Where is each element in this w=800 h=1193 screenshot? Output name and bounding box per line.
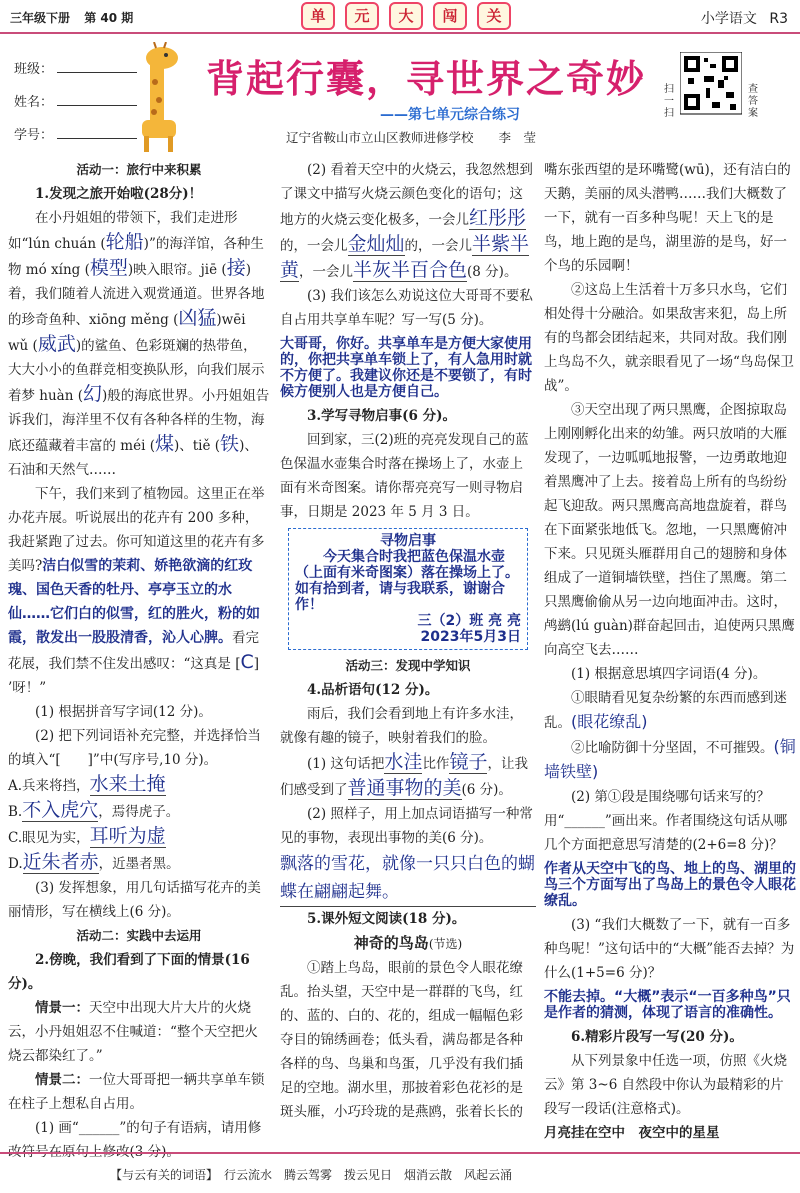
answer: 凶猛 bbox=[178, 307, 217, 329]
answer-persuade: 大哥哥，你好。共享单车是方便大家使用的，你把共享单车锁上了，有人急用时就不方便了。我建议你还是不要锁了，有时候方便别人也是方便自己。 bbox=[280, 336, 532, 400]
answer: 模型 bbox=[89, 257, 128, 279]
sub-question: (2) 第①段是围绕哪句话来写的？用“______”画出来。作者围绕这句话从哪几个方面把意思写清楚的(2+6=8 分)？ bbox=[544, 789, 788, 853]
answer: 铁 bbox=[220, 433, 240, 455]
sub-question: (2) 把下列词语补充完整，并选择恰当的填入“[ ]”中(写序号,10 分)。 bbox=[8, 728, 261, 768]
unit-banner bbox=[296, 2, 516, 34]
question-4: 4.品析语句(12 分)。 bbox=[307, 682, 439, 698]
question-1: 1.发现之旅开始啦(28分)！ bbox=[35, 186, 203, 202]
lost-notice-box bbox=[288, 528, 528, 650]
class-label: 班级： bbox=[14, 62, 54, 77]
passage-garden: 下午，我们来到了植物园。这里正在举办花卉展。听说展出的花卉有 200 多种，我赶紧跑了过去。你可知道这里的花卉有多美吗?洁白似雪的茉莉、娇艳欲滴的红玫瑰、国色天香的牡丹、亭亭玉立的水仙……它们白的似雪，红的胜火，粉的如霞，散发出一股股清香，沁人心脾。看完花展，我们禁不住发出感叹：“这真是 [C] ’呀！” bbox=[8, 486, 265, 696]
grade-label: 三年级下册 bbox=[10, 11, 71, 25]
qr-left-label: 扫一扫 bbox=[664, 84, 674, 119]
answer: 轮船 bbox=[105, 231, 144, 253]
question-2: 2.傍晚，我们看到了下面的情景(16 分)。 bbox=[8, 952, 250, 992]
writing-prompt: 从下列景象中任选一项，仿照《火烧云》第 3~6 自然段中你认为最精彩的片段写一段话(注意格式)。 bbox=[544, 1053, 787, 1117]
notice-date: 2023年5月3日 bbox=[420, 629, 521, 645]
page-title: 背起行囊，寻世界之奇妙 bbox=[205, 57, 646, 101]
answer-flowers: 洁白似雪的茉莉、娇艳欲滴的红玫瑰、国色天香的牡丹、亭亭玉立的水仙……它们白的似雪，红的胜火，粉的如霞，散发出一股股清香，沁人心脾。 bbox=[8, 558, 260, 646]
answer: C bbox=[240, 651, 254, 673]
word-clue-1: ①眼睛看见复杂纷繁的东西而感到迷乱。(眼花缭乱) bbox=[544, 690, 787, 731]
notice-prompt: 回到家，三(2)班的亮亮发现自己的蓝色保温水壶集合时落在操场上了，水壶上面有米奇图案。请你帮亮亮写一则寻物启事，日期是 2023 年 5 月 3 日。 bbox=[280, 432, 529, 520]
page-number: R3 bbox=[769, 11, 788, 27]
metaphor-question: (1) 这句话把水洼比作镜子，让我们感受到了普通事物的美(6 分)。 bbox=[280, 751, 528, 799]
activity-3-heading: 活动三：发现中学知识 bbox=[345, 658, 471, 673]
issue-info bbox=[10, 9, 133, 26]
column-2 bbox=[280, 158, 536, 1124]
idiom-d: D.近朱者赤，近墨者黑。 bbox=[8, 851, 180, 873]
story-title: 神奇的鸟岛 bbox=[353, 934, 429, 952]
story-paragraph-1: ①踏上鸟岛，眼前的景色令人眼花缭乱。抬头望，天空中是一群群的飞鸟，红的、蓝的、白的、花的，组成一幅幅色彩夺目的锦绣画卷；低头看，满岛都是各种各样的鸟、鸟巢和鸟蛋，几乎没有我们插足的空地。湖水里，那披着彩色花衫的是斑头雁，小巧玲珑的是燕鸥，张着长长的 bbox=[280, 960, 523, 1120]
question-6: 6.精彩片段写一写(20 分)。 bbox=[571, 1029, 743, 1045]
banner-char: 单 bbox=[301, 2, 335, 30]
answer: 煤 bbox=[154, 433, 174, 455]
idiom-b: B.不入虎穴，焉得虎子。 bbox=[8, 799, 180, 821]
footer-cloud-words: 【与云有关的词语】 行云流水 腾云驾雾 拨云见日 烟消云散 风起云涌 bbox=[0, 1152, 800, 1192]
story-paragraph-1-cont: 嘴东张西望的是环嘴鹭(wū)，还有洁白的天鹅，美丽的凤头潜鸭……我们大概数了一下，就有一百多种鸟呢！天上飞的是鸟，地上跑的是鸟，湖里游的是鸟，好一个鸟的乐园啊！ bbox=[544, 162, 791, 274]
banner-char: 元 bbox=[345, 2, 379, 30]
answer-snow: 飘落的雪花，就像一只只白色的蝴蝶在翩翩起舞。 bbox=[280, 850, 536, 907]
sub-question: (3) “我们大概数了一下，就有一百多种鸟呢！”这句话中的“大概”能否去掉？为什么(1+5=6 分)？ bbox=[544, 917, 795, 981]
class-field[interactable] bbox=[57, 61, 137, 73]
answer: 幻 bbox=[82, 383, 102, 405]
sub-question: (1) 根据意思填四字词语(4 分)。 bbox=[571, 666, 767, 682]
subject-label: 小学语文 bbox=[700, 11, 757, 27]
name-field[interactable] bbox=[57, 94, 137, 106]
top-bar bbox=[0, 0, 800, 34]
column-3 bbox=[544, 158, 796, 1145]
question-3: 3.学写寻物启事(6 分)。 bbox=[307, 408, 456, 424]
notice-title: 寻物启事 bbox=[380, 533, 436, 549]
page-subtitle: ——第七单元综合练习 bbox=[380, 107, 520, 123]
idiom-c: C.眼见为实，耳听为虚 bbox=[8, 825, 166, 847]
word-clue-2: ②比喻防御十分坚固，不可摧毁。(铜墙铁壁) bbox=[544, 737, 796, 781]
passage-aquarium: 在小丹姐姐的带领下，我们走进形如“lún chuán (轮船)”的海洋馆，各种生物 mó xíng (模型)映入眼帘。jiē (接)着，我们随着人流进入观赏通道。世界各地的珍奇鱼种、xiōng měng (凶猛)wēi wǔ (威武)的鲨鱼、色彩斑斓的热带鱼，大大小小的鱼群竞相变换队形，向我们展示着梦 huàn (幻)般的海底世界。小丹姐姐告诉我们，海洋里不仅有各种各样的生物，海底还蕴藏着丰富的 méi (煤)、tiě (铁)、石油和天然气…… bbox=[8, 210, 270, 478]
idiom-a: A.兵来将挡，水来土掩 bbox=[8, 773, 166, 795]
fire-cloud-question: (2) 看着天空中的火烧云，我忽然想到了课文中描写火烧云颜色变化的语句；这地方的火烧云变化极多，一会儿红彤彤的，一会儿金灿灿的，一会儿半紫半黄，一会儿半灰半百合色(8 分)。 bbox=[280, 162, 533, 281]
qr-right-label: 查答案 bbox=[748, 84, 758, 119]
question-5: 5.课外短文阅读(18 分)。 bbox=[307, 911, 466, 927]
notice-body: 今天集合时我把蓝色保温水壶（上面有米奇图案）落在操场上了。如有拾到者，请与我联系，谢谢合作！ bbox=[295, 549, 519, 613]
author-line: 辽宁省鞍山市立山区教师进修学校 李 莹 bbox=[286, 130, 537, 145]
activity-1-heading: 活动一：旅行中来积累 bbox=[76, 162, 202, 177]
sub-question: (2) 照样子，用上加点词语描写一种常见的事物，表现出事物的美(6 分)。 bbox=[280, 806, 533, 846]
giraffe-illustration bbox=[128, 42, 190, 154]
id-field[interactable] bbox=[57, 127, 137, 139]
answer: 威武 bbox=[37, 333, 76, 355]
activity-2-heading: 活动二：实践中去运用 bbox=[76, 928, 202, 943]
issue-number: 第 40 期 bbox=[84, 11, 134, 25]
sub-question: (1) 根据拼音写字词(12 分)。 bbox=[35, 704, 212, 720]
banner-char: 关 bbox=[477, 2, 511, 30]
answer-about: 不能去掉。“大概”表示“一百多种鸟”只是作者的猜测，体现了语言的准确性。 bbox=[544, 989, 791, 1021]
story-paragraph-3: ③天空出现了两只黑鹰，企图掠取岛上刚刚孵化出来的幼雏。两只放哨的大雁发现了，一边呱呱地报警，一边勇敢地迎着黑鹰冲了上去。接着岛上所有的鸟纷纷起飞迎敌。两只黑鹰高高地盘旋着，群鸟在下面紧张地低飞。忽地，一只黑鹰俯冲下来。只见斑头雁群用自己的翅膀和身体组成了一道铜墙铁壁，挡住了黑鹰。第二只黑鹰偷偷从另一边向地面冲击。这时，鸬鹚(lú guàn)群奋起回击，迫使两只黑鹰向高空飞去…… bbox=[544, 402, 795, 658]
name-label: 姓名： bbox=[14, 95, 54, 110]
banner-char: 大 bbox=[389, 2, 423, 30]
story-note: (节选) bbox=[428, 937, 463, 951]
sub-question: (3) 我们该怎么劝说这位大哥哥不要私自占用共享单车呢？写一写(5 分)。 bbox=[280, 288, 533, 328]
notice-sign: 三（2）班 亮 亮 bbox=[417, 613, 521, 629]
qr-code-icon[interactable] bbox=[680, 52, 742, 132]
story-heading bbox=[280, 931, 536, 956]
subject-info bbox=[701, 8, 788, 28]
banner-char: 闯 bbox=[433, 2, 467, 30]
answer-aspects: 作者从天空中飞的鸟、地上的鸟、湖里的鸟三个方面写出了鸟岛上的景色令人眼花缭乱。 bbox=[544, 861, 796, 909]
id-label: 学号： bbox=[14, 128, 54, 143]
sub-question: (1) 画“______”的句子有语病，请用修改符号在原句上修改(3 分)。 bbox=[8, 1120, 262, 1160]
answer: 接 bbox=[226, 257, 246, 279]
story-paragraph-2: ②这岛上生活着十万多只水鸟，它们相处得十分融洽。如果敌害来犯，岛上所有的鸟都会团结起来，共同对敌。我们刚上鸟岛不久，就亲眼看见了一场“鸟岛保卫战”。 bbox=[544, 282, 794, 394]
scene-1: 情景一：天空中出现大片大片的火烧云，小丹姐姐忍不住喊道：“整个天空把火烧云都染红了。” bbox=[8, 1000, 258, 1064]
column-1 bbox=[8, 158, 270, 1164]
sub-question: (3) 发挥想象，用几句话描写花卉的美丽情形，写在横线上(6 分)。 bbox=[8, 880, 261, 920]
writing-options: 月亮挂在空中 夜空中的星星 bbox=[544, 1125, 720, 1141]
analysis-sentence: 雨后，我们会看到地上有许多水洼，就像有趣的镜子，映射着我们的脸。 bbox=[280, 706, 523, 746]
scene-2: 情景二：一位大哥哥把一辆共享单车锁在柱子上想私自占用。 bbox=[8, 1072, 265, 1112]
